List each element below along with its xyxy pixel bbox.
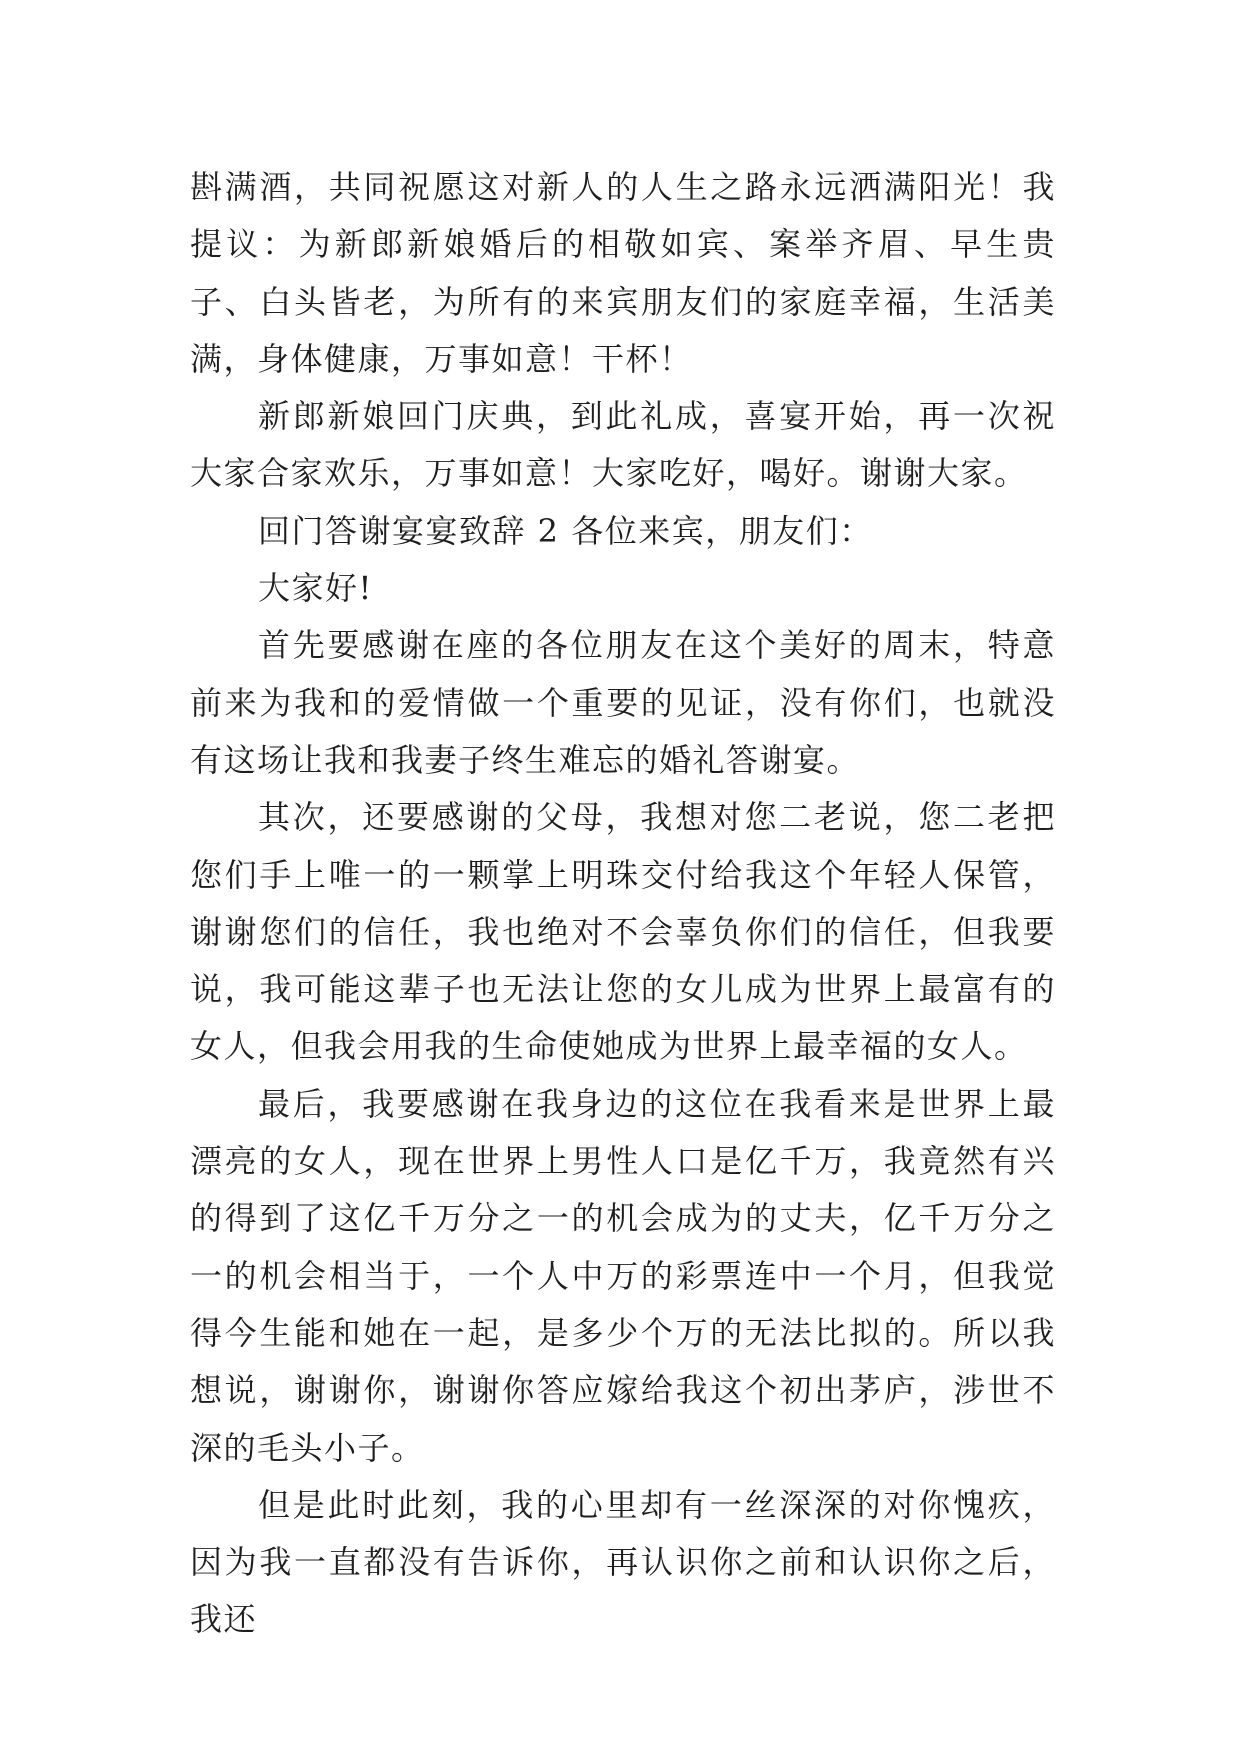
- document-body: [190, 159, 1056, 1649]
- paragraph-3: 回门答谢宴宴致辞 2 各位来宾，朋友们：: [258, 511, 873, 550]
- paragraph-1: 斟满酒，共同祝愿这对新人的人生之路永远洒满阳光！我提议：为新郎新娘婚后的相敬如宾、案举齐眉、早生贵子、白头皆老，为所有的来宾朋友们的家庭幸福，生活美满，身体健康，万事如意！干杯！: [190, 168, 1056, 378]
- paragraph-2: 新郎新娘回门庆典，到此礼成，喜宴开始，再一次祝大家合家欢乐，万事如意！大家吃好，喝好。谢谢大家。: [190, 397, 1056, 493]
- paragraph-5: 首先要感谢在座的各位朋友在这个美好的周末，特意前来为我和的爱情做一个重要的见证，没有你们，也就没有这场让我和我妻子终生难忘的婚礼答谢宴。: [190, 626, 1056, 779]
- paragraph-4: 大家好!: [258, 569, 373, 608]
- paragraph-6: 其次，还要感谢的父母，我想对您二老说，您二老把您们手上唯一的一颗掌上明珠交付给我这个年轻人保管，谢谢您们的信任，我也绝对不会辜负你们的信任，但我要说，我可能这辈子也无法让您的女儿成为世界上最富有的女人，但我会用我的生命使她成为世界上最幸福的女人。: [190, 798, 1056, 1066]
- paragraph-8: 但是此时此刻，我的心里却有一丝深深的对你愧疚，因为我一直都没有告诉你，再认识你之前和认识你之后，我还: [190, 1485, 1056, 1639]
- paragraph-7: 最后，我要感谢在我身边的这位在我看来是世界上最漂亮的女人，现在世界上男性人口是亿千万，我竟然有兴的得到了这亿千万分之一的机会成为的丈夫，亿千万分之一的机会相当于，一个人中万的彩票连中一个月，但我觉得今生能和她在一起，是多少个万的无法比拟的。所以我想说，谢谢你，谢谢你答应嫁给我这个初出茅庐，涉世不深的毛头小子。: [190, 1084, 1056, 1467]
